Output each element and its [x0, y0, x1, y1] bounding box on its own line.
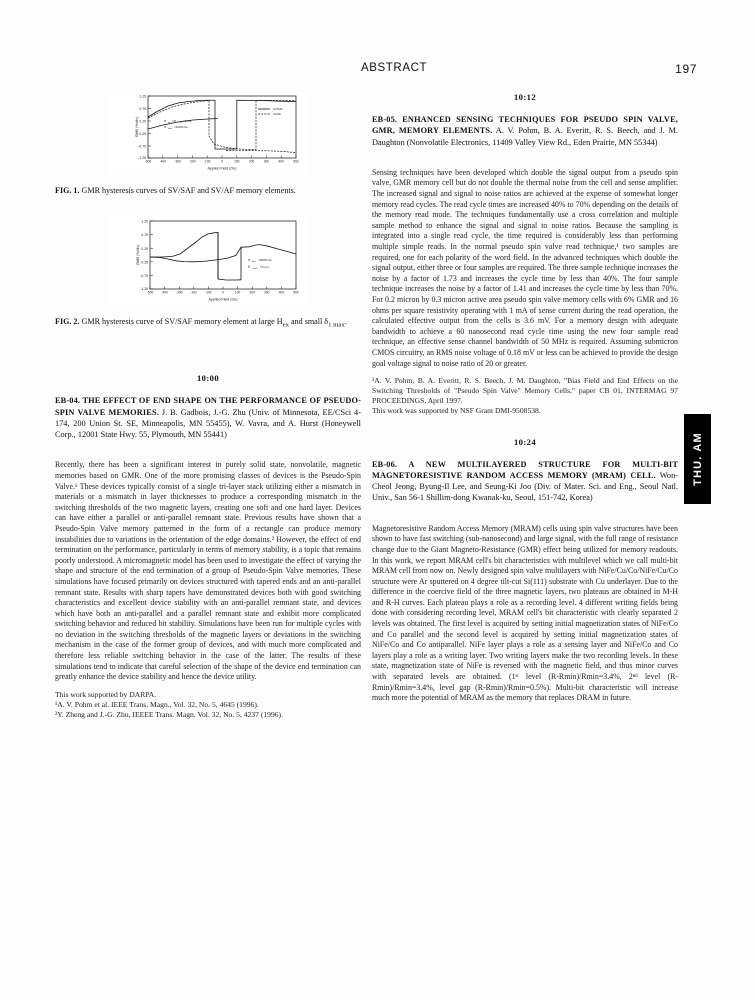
svg-text:=1000 Oe: =1000 Oe	[174, 125, 188, 129]
svg-text:400: 400	[278, 159, 284, 164]
svg-text:-0.75: -0.75	[140, 273, 148, 278]
svg-text:=H: =H	[172, 119, 177, 123]
svg-text:ex: ex	[168, 122, 171, 124]
svg-text:-1.25: -1.25	[140, 286, 148, 291]
svg-text:1.25: 1.25	[139, 94, 146, 99]
abstract-heading-eb-05	[372, 114, 678, 148]
figure-1-caption-number: FIG. 1.	[55, 186, 80, 195]
abstract-reference-eb-05-1: ¹A. V. Pohm, B. A. Everitt, R. S. Beech, J. M. Daughton, "Bias Field and End Effects on the Switching Thresholds of "Pseudo Spin Valve" Memory Cells," paper CB 01, INTERMAG 97 PROCEEDINGS, April 1997.	[372, 376, 678, 406]
figure-2-caption-sub2: 1 max	[328, 321, 345, 329]
svg-text:-0.75: -0.75	[138, 144, 146, 149]
abstract-support-eb-05: This work was supported by NSF Grant DMI-9508538.	[372, 406, 541, 416]
svg-text:-200: -200	[190, 290, 197, 295]
svg-text:=0 Oe: =0 Oe	[183, 119, 192, 123]
svg-text:-0.25: -0.25	[140, 260, 148, 265]
figure-2	[55, 217, 361, 305]
svg-text:100: 100	[234, 159, 240, 164]
figure-1-caption	[55, 186, 361, 197]
abstract-authors-eb-04: J. B. Gadbois, J.-G. Zhu	[158, 407, 249, 417]
svg-text:0: 0	[221, 159, 223, 164]
svg-text:δ: δ	[248, 264, 250, 269]
svg-text:=5 nm: =5 nm	[260, 264, 269, 269]
abstract-body-eb-04: Recently, there has been a significant interest in purely solid state, nonvolatile, magnetic memories based on GMR. One of the more promising classes of devices is the Pseudo-Spin Valve.¹ These devices typically consist of a single tri-layer stack utilizing either a mismatch in materials or a mismatch in layer thicknesses to produce a corresponding mismatch in the switching thresholds of the two magnetic layers, creating one soft and one hard layer. Devices can have either a parallel or anti-parallel remnant state. Previous results have shown that a Pseudo-Spin Valve memory patterned in the form of a rectangle can produce memory instabilities due to variations in the orientation of the edge domains.² However, the effect of end termination on the performance, particularly in terms of memory stability, is a topic that remains poorly understood. A micromagnetic model has been used to investigate the effect of varying the shape and structure of the end termination of a group of Pseudo-Spin Valve memories. These simulations have focused primarily on devices structured with tapered ends and an anti-parallel remnant state. Results with sharp tapers have demonstrated devices both with good switching characteristics and excellent device stability with an anti-parallel remnant state, and devices which have both an anti-parallel and a parallel remnant state and exhibit more complicated switching behavior and reduced bit stability. Simulations have been run for multiple cycles with no deviation in the switching thresholds of the magnetic layers or deviations in the switching mechanism in the case of the former group of devices, and with much more complicated and therefore less reliable switching behavior in the case of the latter. The results of these simulations tend to indicate that careful selection of the shape of the device end termination can greatly enhance the device stability and hence the device utility.	[55, 460, 361, 682]
svg-text:200: 200	[248, 159, 255, 164]
figure-1-svg	[108, 92, 308, 174]
svg-text:500: 500	[293, 159, 299, 164]
svg-text:-200: -200	[189, 159, 196, 164]
abstract-affiliation-eb-06: (Div. of Mater. Sci. and Eng., Seoul Natl. Univ., San 56-1 Shillim-dong Kwanak-ku, Seoul, 151-742, Korea)	[372, 482, 679, 503]
abstract-title-eb-06: EB-06. A NEW MULTILAYERED STRUCTURE FOR MULTI-BIT MAGNETORESISTIVE RANDOM ACCESS MEMORY (MRAM) CELL.	[372, 459, 678, 480]
svg-text:-1.25: -1.25	[138, 156, 146, 161]
svg-text:bias: bias	[252, 260, 257, 263]
running-head	[58, 62, 697, 78]
svg-text:0.75: 0.75	[139, 107, 146, 111]
page-number: 197	[675, 62, 697, 76]
time-slot-eb-06: 10:24	[513, 436, 537, 447]
svg-text:300: 300	[264, 290, 270, 295]
abstract-body-eb-05: Sensing techniques have been developed which double the signal output from a pseudo spin valve, GMR memory cell but do not double the thermal noise from the cell and sense amplifier. The increased signal and signal to noise ratios are achieved at the expense of somewhat longer memory read cycles. The read cycle times are increased 40% to 70% depending on the details of the memory read mode. The techniques fundamentally use a cross correlation and multiple sample method to enhance the signal and signal to noise ratios. Because the sampling is integrated into a single read cycle, the time required is considerably less than performing multiple simple reads. In the normal pseudo spin valve read technique,¹ two samples are required, one for each polarity of the word field. In the advanced techniques which double the signal output, either three or four samples are required. The three sample technique increases the noise by a factor of 1.73 and increases the cycle time by less than 40%. The four sample technique increases the noise by a factor of 1.41 and increases the cycle time by less than 70%. For 0.2 micron by 0.3 micron active area pseudo spin valve memory cells with 6% GMR and 16 ohms per square resistivity operating with 1 mA of sense current during the read operation, the calculated effective output from the cells is 3.6 mV. For a memory design with adequate bandwidth to achieve a 60 nanosecond read cycle time using the new four sample read technique, an effective sense channel bandwidth of 50 MHz is required. Assuming submicron CMOS circuitry, an RMS noise voltage of 0.18 mV or less can be achieved to provide the design goal voltage signal to noise ratio of 20 or greater.	[372, 167, 678, 368]
abstract-body-eb-06: Magnetoresistive Random Access Memory (MRAM) cells using spin valve structures have been shown to have fast switching (sub-nanosecond) and large signal, with the full range of resistance change due to the Giant Magneto-Resistance (GMR) effect being utilized for memory readouts. In this work, we report MRAM cell's bit characteristics with multilevel which we call multi-bit MRAM cell from now on. Newly designed spin valve multilayers with NiFe/Cu/Co/NiFe/Cu/Co structure were Ar sputtered on 4 degree tilt-cut Si(111) substrate with Cu underlayer. Due to the difference in the coercive field of the three magnetic layers, two plateaus are obtained in M-H and R-H curves. Each plateau plays a role as a recording level. 4 different writing fields being done with considering recording level, MRAM cell's bit characteristic with clearly separated 2 levels was obtained. The first level is acquired by setting initial magnetization states of NiFe/Co and Co parallel and the second level is acquired by setting initial magnetization states of NiFe/Co and Co antiparallel. NiFe layer plays a role as a sensing layer and NiFe/Co and Co layers play a role as a writing layer. Two writing layers make the two recording levels. In these state, magnetization state of NiFe is reversed with the magnetic field, and thus minor curves with separated levels are obtained. (1ˢᵗ level (R-Rmin)/Rmin=3.4%, 2ⁿᵈ level (R-Rmin)/Rmin=3.4%, level gap (R-Rmin)/Rmin=0.5%). Multi-bit characteristic will increase much more the potential of MRAM as the memory that replaces DRAM in future.	[372, 523, 678, 703]
svg-text:0.25: 0.25	[141, 246, 148, 251]
time-slot-eb-05: 10:12	[513, 92, 537, 102]
svg-text:100: 100	[234, 290, 241, 295]
svg-text:H: H	[248, 257, 251, 262]
abstract-affiliation-eb-05: (Nonvolatile Electronics, 11409 Valley View Rd., Eden Prairie, MN 55344)	[406, 137, 658, 147]
abstract-title-eb-05: EB-05. ENHANCED SENSING TECHNIQUES FOR PSEUDO SPIN VALVE, GMR, MEMORY ELEMENTS.	[372, 115, 678, 136]
time-slot-eb-04: 10:00	[196, 373, 220, 384]
svg-text:-300: -300	[176, 290, 183, 295]
svg-text:0: 0	[222, 290, 224, 295]
svg-text:-0.25: -0.25	[138, 132, 146, 137]
figure-2-caption-text: GMR hysteresis curve of SV/SAF memory element at large H	[81, 316, 283, 326]
figure-2-caption-sub1: ex	[282, 321, 289, 329]
svg-text:GMR (%/div): GMR (%/div)	[135, 116, 139, 138]
thumb-index-tab-label: THU. AM	[691, 432, 704, 486]
svg-text:=3000 Oe: =3000 Oe	[258, 257, 272, 262]
figure-2-caption-end: .	[344, 316, 347, 326]
svg-text:H: H	[164, 125, 167, 129]
svg-text:400: 400	[278, 290, 285, 295]
abstract-affiliation-eb-04: (Univ. of Minnesota, EE/CSci 4-174, 200 Union St. SE, Minneapolis, MN 55455), W. Vavra, and A. Hurst (Honeywell Corp., 12001 State Hwy. 55, Plymouth, MN 55441)	[55, 407, 361, 440]
svg-text:0.25: 0.25	[139, 119, 146, 124]
svg-text:Applied Field (Oe): Applied Field (Oe)	[207, 166, 237, 171]
figure-1-caption-text: GMR hysteresis curves of SV/SAF and SV/AF memory elements.	[81, 186, 296, 195]
svg-text:-400: -400	[161, 290, 168, 295]
left-column	[55, 92, 361, 720]
svg-text:-100: -100	[204, 159, 211, 164]
figure-1-plot	[108, 92, 308, 174]
figure-2-plot	[108, 217, 308, 305]
figure-2-caption-mid: and small δ	[288, 316, 329, 326]
figure-2-caption	[55, 317, 361, 331]
abstract-authors-eb-06: Won-Cheol Jeong, Byung-Il Lee, and Seung-Ki Joo	[372, 470, 678, 492]
svg-text:-100: -100	[205, 290, 212, 295]
svg-text:GMR (%/div): GMR (%/div)	[136, 244, 140, 266]
figure-2-svg	[108, 217, 308, 305]
svg-text:H: H	[164, 119, 167, 123]
abstract-title-eb-04: EB-04. THE EFFECT OF END SHAPE ON THE PERFORMANCE OF PSEUDO-SPIN VALVE MEMORIES.	[55, 396, 361, 417]
svg-text:1 max: 1 max	[251, 267, 258, 270]
svg-text:ex: ex	[179, 122, 182, 124]
abstract-support-eb-04: This work supported by DARPA.	[55, 689, 157, 699]
svg-text:-300: -300	[174, 159, 181, 164]
svg-text:-500: -500	[146, 290, 154, 295]
figure-2-caption-number: FIG. 2.	[55, 316, 80, 326]
thumb-index-tab	[684, 414, 711, 504]
figure-1	[55, 92, 361, 174]
svg-text:SV/SAF: SV/SAF	[273, 107, 283, 112]
svg-text:0.75: 0.75	[141, 232, 148, 237]
abstract-heading-eb-04	[55, 395, 361, 440]
svg-text:bias: bias	[168, 128, 173, 130]
abstract-authors-eb-05: A. V. Pohm, B. A. Everitt, R. S. Beech, and J. M. Daughton	[372, 126, 678, 147]
running-head-label: ABSTRACT	[361, 62, 428, 74]
svg-text:SV/AF: SV/AF	[273, 112, 282, 117]
svg-text:-400: -400	[159, 159, 166, 164]
svg-text:1.25: 1.25	[141, 219, 148, 224]
svg-text:200: 200	[249, 290, 255, 295]
abstract-reference-eb-04-2: ²Y. Zheng and J.-G. Zhu, IEEEE Trans. Magn. Vol. 32, No. 5, 4237 (1996).	[55, 710, 283, 720]
svg-text:500: 500	[293, 290, 299, 295]
svg-text:Applied Field (Oe): Applied Field (Oe)	[208, 297, 238, 302]
abstract-heading-eb-06	[372, 459, 678, 504]
abstract-reference-eb-04-1: ¹A. V. Pohm et al. IEEE Trans. Magn., Vol. 32, No. 5, 4645 (1996).	[55, 699, 259, 709]
right-column	[372, 92, 678, 704]
svg-text:-500: -500	[144, 159, 152, 164]
svg-text:300: 300	[263, 159, 270, 164]
